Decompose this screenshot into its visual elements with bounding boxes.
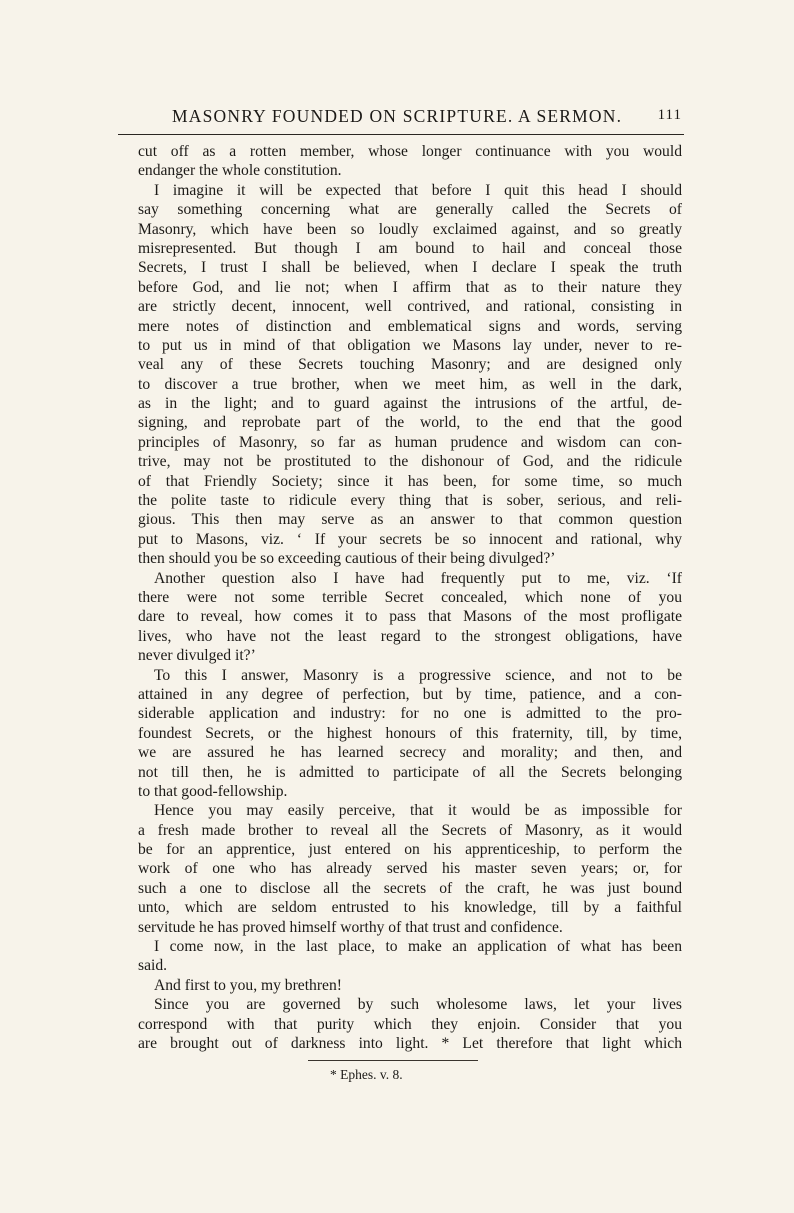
text-line: servitude he has proved himself worthy of that trust and confidence. [138,918,563,936]
text-line: before God, and lie not; when I affirm that as to their nature they [138,278,682,296]
text-line: such a one to disclose all the secrets of the craft, he was just bound [138,879,682,897]
text-line: a fresh made brother to reveal all the Secrets of Masonry, as it would [138,821,682,839]
text-line: Since you are governed by such wholesome laws, let your lives [154,996,682,1014]
running-head: MASONRY FOUNDED ON SCRIPTURE. A SERMON. [172,106,623,126]
text-line: And first to you, my brethren! [154,976,342,994]
text-line: said. [138,957,168,975]
text-line: are strictly decent, innocent, well contrived, and rational, consisting in [138,298,682,316]
text-line: Hence you may easily perceive, that it would be as impossible for [154,802,682,820]
text-line: there were not some terrible Secret concealed, which none of you [138,588,682,606]
text-line: correspond with that purity which they enjoin. Consider that you [138,1015,682,1033]
text-line: veal any of these Secrets touching Masonry; and are designed only [138,356,682,374]
text-line: attained in any degree of perfection, but by time, patience, and a con- [138,685,682,703]
text-line: we are assured he has learned secrecy and morality; and then, and [138,744,682,762]
text-line: of that Friendly Society; since it has been, for some time, so much [138,472,682,490]
text-line: never divulged it?’ [138,647,256,665]
text-line: Another question also I have had frequently put to me, viz. ‘If [154,569,682,587]
text-line: lives, who have not the least regard to the strongest obligations, have [138,627,682,645]
text-line: foundest Secrets, or the highest honours of this fraternity, till, by time, [138,724,682,742]
footnote: * Ephes. v. 8. [330,1067,403,1082]
page-number: 111 [657,107,682,123]
text-line: principles of Masonry, so far as human prudence and wisdom can con- [138,433,682,451]
page-header [120,106,682,130]
text-line: I imagine it will be expected that before I quit this head I should [154,181,682,199]
text-line: put to Masons, viz. ‘ If your secrets be so innocent and rational, why [138,530,682,548]
text-line: mere notes of distinction and emblematical signs and words, serving [138,317,682,335]
text-line: the polite taste to ridicule every thing that is sober, serious, and reli- [138,492,682,510]
text-line: be for an apprentice, just entered on his apprenticeship, to perform the [138,841,682,859]
body-text [138,142,682,1053]
text-line: then should you be so exceeding cautious of their being divulged?’ [138,550,556,568]
text-line: dare to reveal, how comes it to pass that Masons of the most profligate [138,608,682,626]
text-line: To this I answer, Masonry is a progressive science, and not to be [154,666,682,684]
text-line: say something concerning what are generally called the Secrets of [138,201,682,219]
text-line: to that good-fellowship. [138,782,288,800]
text-line: signing, and reprobate part of the world, to the end that the good [138,414,682,432]
text-line: siderable application and industry: for no one is admitted to the pro- [138,705,682,723]
text-line: Secrets, I trust I shall be believed, when I declare I speak the truth [138,259,682,277]
text-line: as in the light; and to guard against the intrusions of the artful, de- [138,395,682,413]
text-line: Masonry, which have been so loudly exclaimed against, and so greatly [138,220,682,238]
text-line: to discover a true brother, when we meet him, as well in the dark, [138,375,682,393]
text-line: work of one who has already served his master seven years; or, for [138,860,682,878]
text-line: cut off as a rotten member, whose longer continuance with you would [138,143,682,160]
text-line: I come now, in the last place, to make an application of what has been [154,938,682,956]
text-line: are brought out of darkness into light. * Let therefore that light which [138,1034,682,1052]
text-line: trive, may not be prostituted to the dishonour of God, and the ridicule [138,453,682,471]
text-line: unto, which are seldom entrusted to his knowledge, till by a faithful [138,899,682,917]
text-line: not till then, he is admitted to participate of all the Secrets belonging [138,763,682,781]
text-line: misrepresented. But though I am bound to hail and conceal those [138,239,682,257]
text-line: endanger the whole constitution. [138,162,342,180]
text-line: to put us in mind of that obligation we Masons lay under, never to re- [138,336,682,354]
text-line: gious. This then may serve as an answer to that common question [138,511,682,529]
header-rule [118,134,684,135]
footnote-rule [308,1060,478,1061]
